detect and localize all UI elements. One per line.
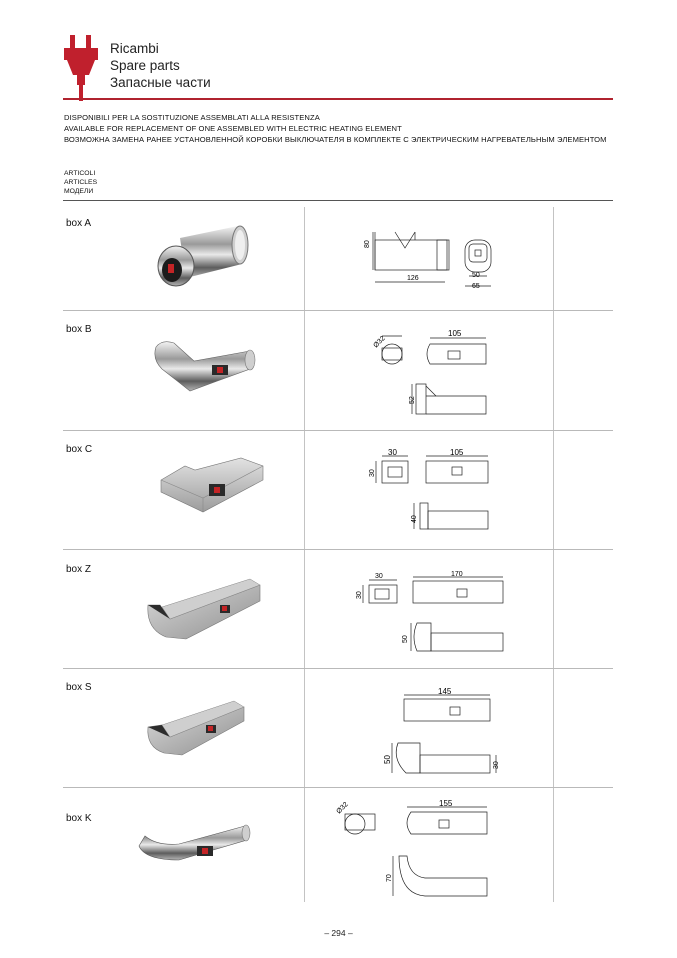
page-number: – 294 – bbox=[324, 928, 353, 938]
box-k-dim-length: 155 bbox=[439, 799, 453, 808]
row-divider bbox=[63, 668, 613, 669]
box-c-dim-width: 30 bbox=[388, 448, 397, 457]
header-title-it: Ricambi bbox=[110, 41, 159, 56]
box-s-drawing bbox=[380, 685, 505, 780]
box-k-label: box K bbox=[66, 813, 92, 824]
box-a-photo bbox=[150, 218, 260, 288]
box-b-dim-diameter: Ø32 bbox=[372, 335, 387, 350]
box-s-dim-height: 50 bbox=[383, 755, 392, 764]
box-b-photo bbox=[150, 335, 260, 397]
header-title-en: Spare parts bbox=[110, 58, 180, 73]
box-c-drawing bbox=[368, 447, 498, 537]
articles-en: ARTICLES bbox=[64, 179, 98, 186]
row-divider bbox=[63, 430, 613, 431]
box-a-dim-65: 65 bbox=[472, 283, 480, 290]
box-z-photo bbox=[140, 575, 265, 645]
box-c-dim-length: 105 bbox=[450, 448, 464, 457]
box-z-dim-depth: 50 bbox=[402, 635, 409, 643]
box-c-photo bbox=[155, 452, 270, 517]
articles-it: ARTICOLI bbox=[64, 170, 96, 177]
box-a-label: box A bbox=[66, 218, 92, 229]
box-b-dim-length: 105 bbox=[448, 329, 462, 338]
row-divider bbox=[63, 310, 613, 311]
box-b-drawing bbox=[368, 326, 498, 421]
box-k-photo bbox=[135, 820, 255, 870]
articles-rule bbox=[63, 200, 613, 201]
box-k-drawing bbox=[335, 798, 500, 903]
column-divider-right bbox=[553, 207, 554, 902]
column-divider-left bbox=[304, 207, 305, 902]
box-z-dim-length: 170 bbox=[451, 571, 463, 578]
box-c-label: box C bbox=[66, 444, 93, 455]
box-c-dim-height: 30 bbox=[369, 469, 376, 477]
box-a-dim-50: 50 bbox=[472, 272, 480, 279]
box-z-label: box Z bbox=[66, 564, 92, 575]
box-k-dim-height: 70 bbox=[386, 874, 393, 882]
intro-en: AVAILABLE FOR REPLACEMENT OF ONE ASSEMBLED WITH ELECTRIC HEATING ELEMENT bbox=[64, 124, 402, 133]
box-a-dim-height: 80 bbox=[364, 240, 371, 248]
box-b-dim-height: 52 bbox=[409, 396, 416, 404]
row-divider bbox=[63, 549, 613, 550]
articles-ru: МОДЕЛИ bbox=[64, 188, 94, 195]
box-z-dim-width: 30 bbox=[375, 573, 383, 580]
intro-it: DISPONIBILI PER LA SOSTITUZIONE ASSEMBLATI ALLA RESISTENZA bbox=[64, 113, 320, 122]
box-b-label: box B bbox=[66, 324, 92, 335]
box-z-dim-height: 30 bbox=[356, 591, 363, 599]
box-s-photo bbox=[140, 695, 250, 760]
box-c-dim-depth: 40 bbox=[411, 515, 418, 523]
header-rule bbox=[63, 98, 613, 100]
box-s-label: box S bbox=[66, 682, 92, 693]
box-z-drawing bbox=[355, 567, 510, 655]
box-k-dim-diameter: Ø32 bbox=[335, 801, 350, 816]
header-title-ru: Запасные части bbox=[110, 75, 211, 90]
plug-icon bbox=[64, 35, 98, 101]
box-s-dim-depth: 30 bbox=[493, 761, 500, 769]
box-a-dim-length: 126 bbox=[407, 275, 419, 282]
box-s-dim-length: 145 bbox=[438, 687, 452, 696]
row-divider bbox=[63, 787, 613, 788]
intro-ru: ВОЗМОЖНА ЗАМЕНА РАНЕЕ УСТАНОВЛЕННОЙ КОРОБКИ ВЫКЛЮЧАТЕЛЯ В КОМПЛЕКТЕ С ЭЛЕКТРИЧЕСКИМ НАГРЕВАТЕЛЬНЫМ ЭЛЕМЕНТОМ bbox=[64, 135, 607, 144]
box-a-drawing bbox=[365, 220, 515, 292]
